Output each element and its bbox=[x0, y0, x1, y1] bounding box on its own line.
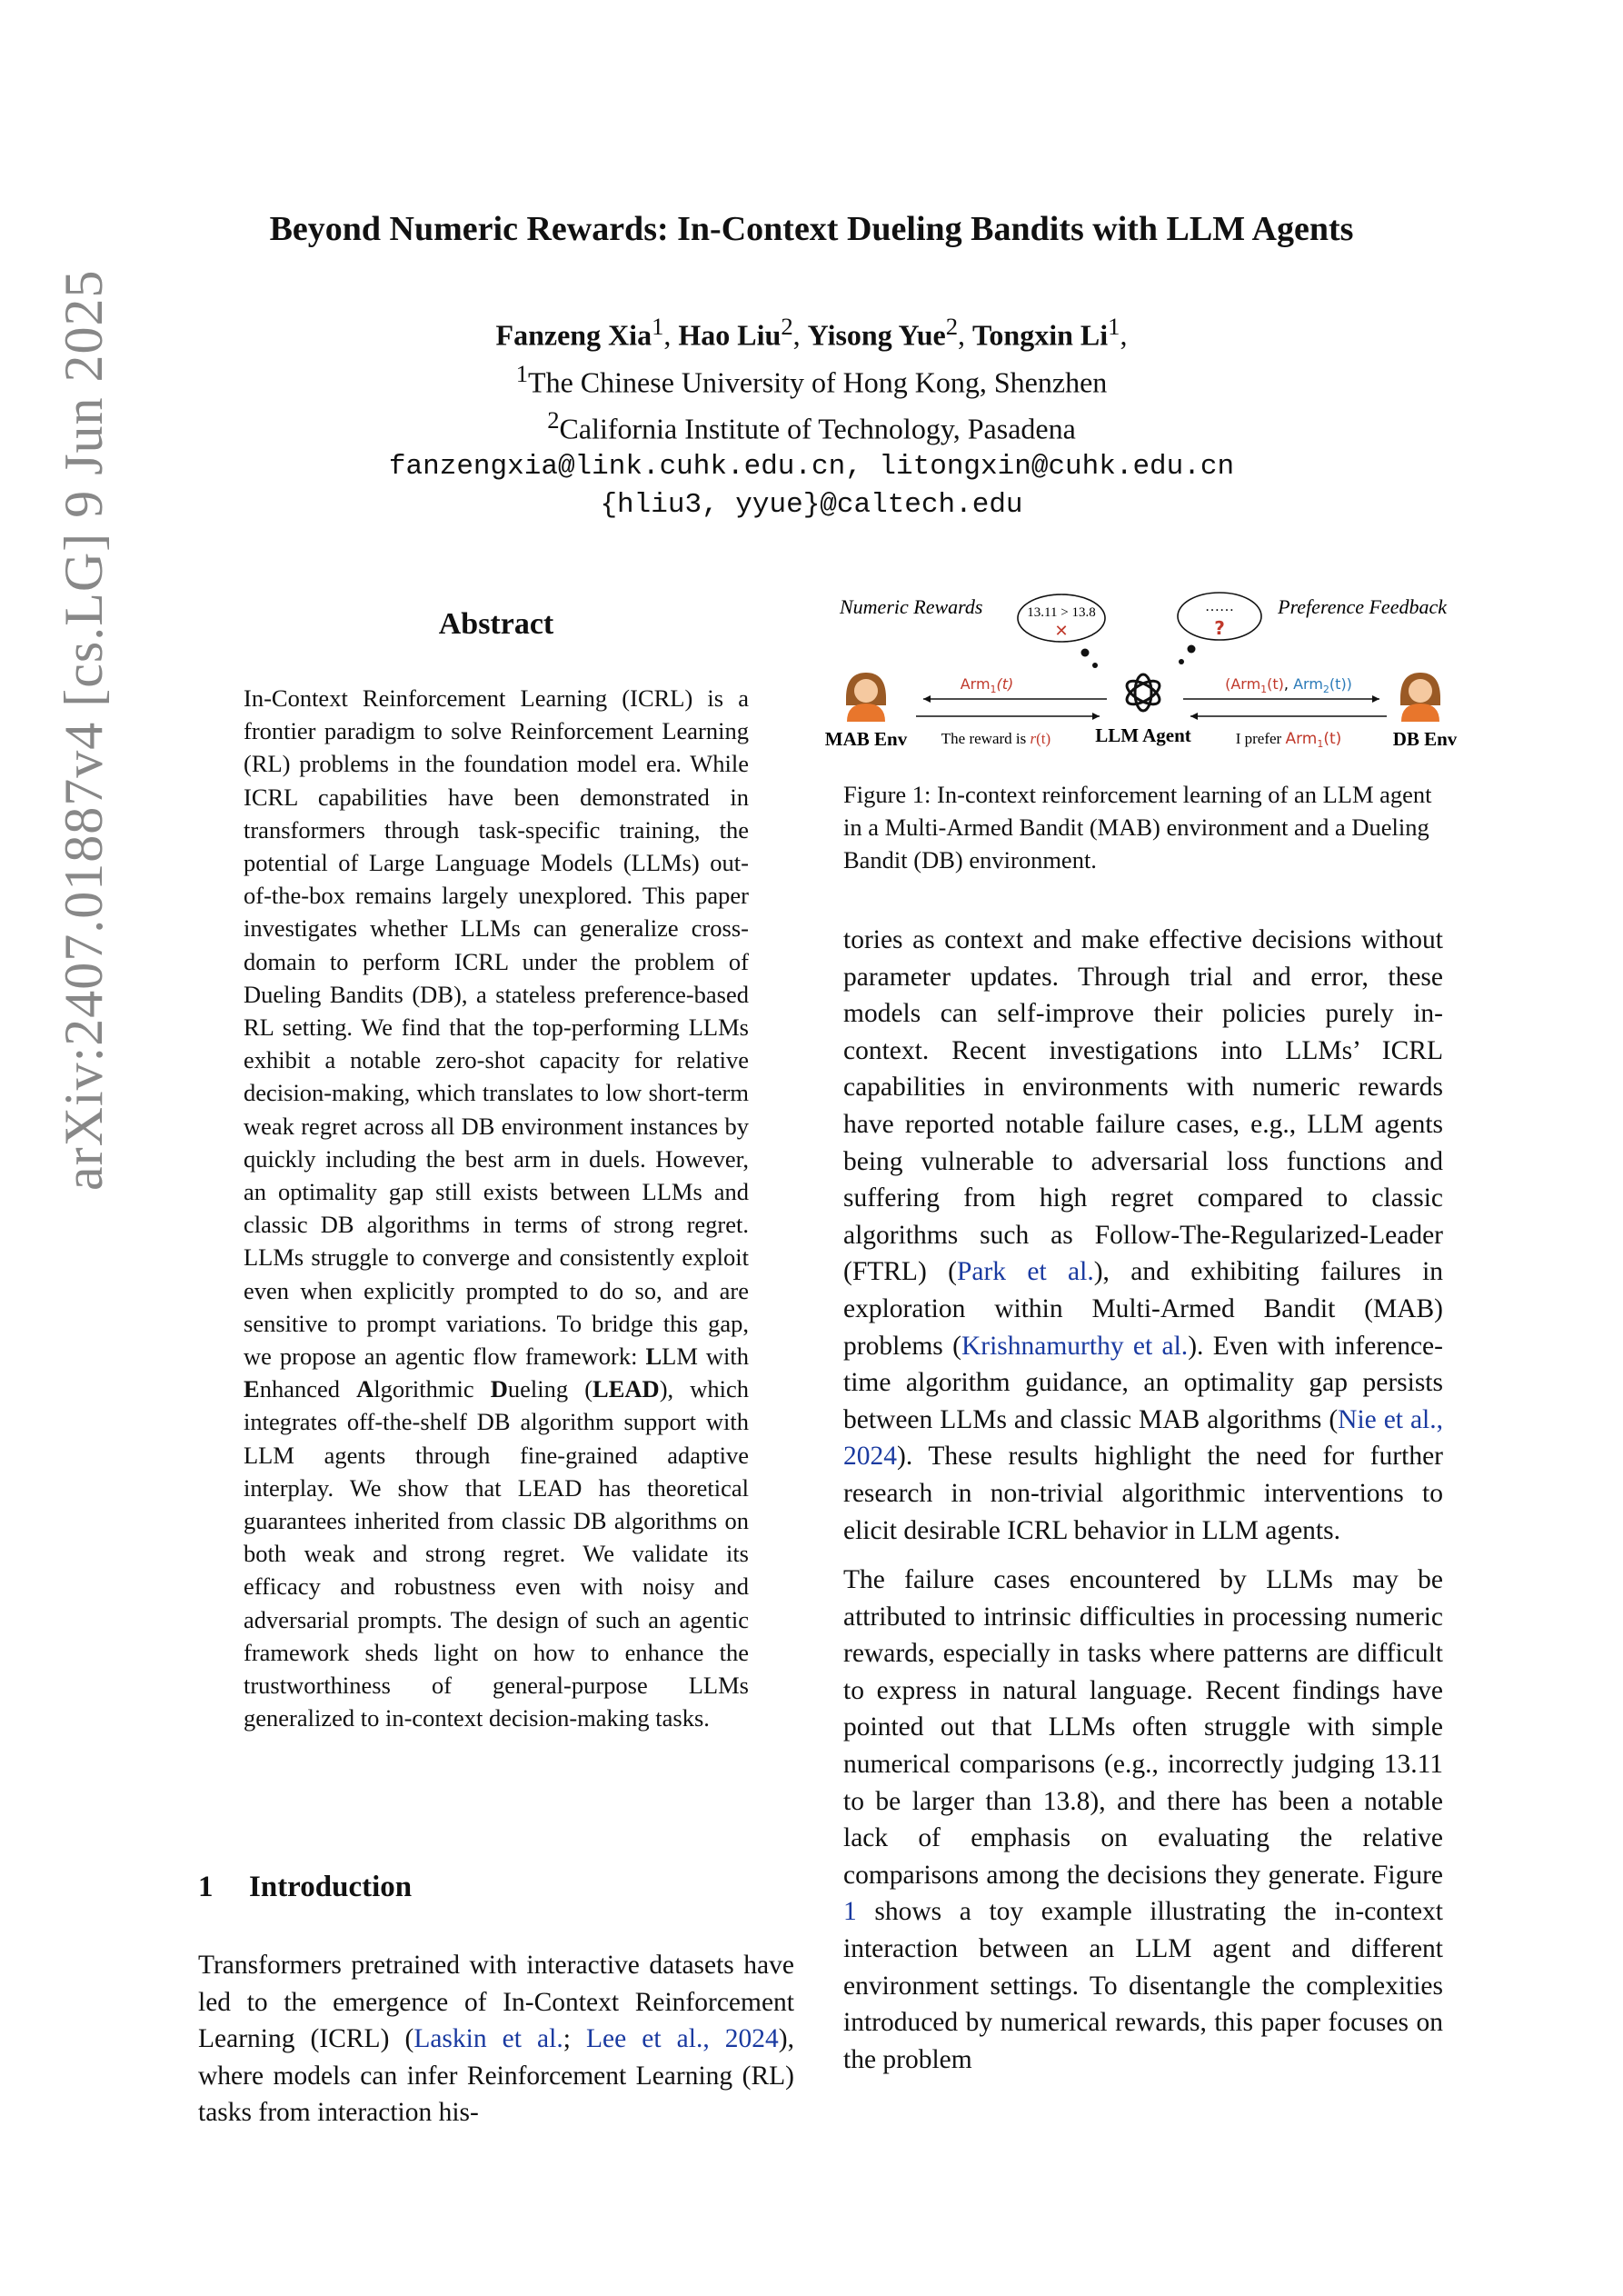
paragraph: The failure cases encountered by LLMs may be attributed to intrinsic difficulties in processing numeric rewards, especially in tasks where patterns are difficult to express in natural language. Recent findings have pointed out that LLMs often struggle with simple numerical comparisons (e.g., incorrectly judging 13.11 to be larger than 13.8), and there has been a notable lack of emphasis on evaluating the relative comparisons among the decisions they generate. Figure 1 shows a toy example illustrating the in-context interaction between an LLM agent and different environment settings. To disentangle the complexities introduced by numerical rewards, this paper focuses on the problem bbox=[843, 1565, 1443, 2074]
abstract-heading: Abstract bbox=[438, 607, 554, 641]
thought-bubble-right bbox=[1178, 593, 1261, 664]
cross-icon: ✕ bbox=[1054, 622, 1069, 641]
db-env-label: DB Env bbox=[1392, 728, 1458, 750]
prefer-statement: I prefer Arm$_1$(t) bbox=[1235, 730, 1342, 750]
figure-caption: Figure 1: In-context reinforcement learning of an LLM agent in a Multi-Armed Bandit (MAB) environment and a Dueling Bandit (DB) environment. bbox=[843, 781, 1432, 874]
figure-1 bbox=[824, 589, 1458, 753]
llm-agent-label: LLM Agent bbox=[1095, 724, 1191, 746]
person-icon-mab bbox=[846, 673, 886, 722]
author-names: Fanzeng Xia$^1$, Hao Liu$^2$, Yisong Yue$^2$, Tongxin Li$^1$, bbox=[495, 313, 1128, 352]
arm-pair-label: (Arm$_1$(t), Arm$_2$(t)) bbox=[1225, 675, 1352, 695]
llm-agent-icon bbox=[1123, 674, 1163, 711]
page-title: Beyond Numeric Rewards: In-Context Dueling Bandits with LLM Agents bbox=[269, 210, 1354, 248]
mab-env-label: MAB Env bbox=[824, 728, 908, 750]
question-icon: ? bbox=[1214, 617, 1225, 639]
section-heading-introduction: 1 Introduction bbox=[198, 1871, 413, 1903]
citation-link[interactable]: Laskin et al. bbox=[413, 2024, 563, 2054]
email-line-2: {hliu3, yyue}@caltech.edu bbox=[600, 488, 1023, 521]
numeric-rewards-label: Numeric Rewards bbox=[840, 595, 983, 618]
svg-text:……: …… bbox=[1205, 599, 1234, 614]
arm-label-left: Arm$_1$(t) bbox=[960, 675, 1014, 695]
right-column-body bbox=[843, 922, 1443, 2091]
paragraph: tories as context and make effective decisions without parameter updates. Through trial and error, these models can self-improve their policies purely in-context. Recent investigations into LLMs’ ICRL capabilities in environments with numeric rewards have reported notable failure cases, e.g., LLM agents being vulnerable to adversarial loss functions and suffering from high regret compared to classic algorithms such as Follow-The-Regularized-Leader (FTRL) (Park et al.), and exhibiting failures in exploration within Multi-Armed Bandit (MAB) problems (Krishnamurthy et al.). Even with inference-time algorithm guidance, an optimality gap persists between LLMs and classic MAB algorithms (Nie et al., 2024). These results highlight the need for further research in non-trivial algorithmic interventions to elicit desirable ICRL behavior in LLM agents. bbox=[843, 925, 1444, 1545]
intro-paragraph: Transformers pretrained with interactive datasets have led to the emergence of In-Context Reinforcement Learning (ICRL) (Laskin et al.; Lee et al., 2024), where models can infer Reinforcement Learning (RL) tasks from interaction his- bbox=[198, 1951, 794, 2128]
affiliation-1: $^1$The Chinese University of Hong Kong, Shenzhen bbox=[515, 359, 1108, 399]
citation-link[interactable]: Nie et al., 2024 bbox=[843, 1404, 1443, 1472]
thought-bubble-left bbox=[1018, 594, 1105, 668]
reward-statement: The reward is r(t) bbox=[941, 730, 1051, 747]
citation-link[interactable]: Krishnamurthy et al. bbox=[961, 1331, 1189, 1361]
arxiv-identifier: arXiv:2407.01887v4 [cs.LG] 9 Jun 2025 bbox=[54, 269, 114, 1191]
citation-link[interactable]: Lee et al., 2024 bbox=[586, 2024, 779, 2054]
author-block bbox=[0, 307, 1623, 524]
figure-reference-link[interactable]: 1 bbox=[843, 1897, 857, 1927]
person-icon-db bbox=[1400, 673, 1440, 722]
affiliation-2: $^2$California Institute of Technology, Pasadena bbox=[547, 406, 1076, 445]
preference-feedback-label: Preference Feedback bbox=[1278, 595, 1447, 618]
svg-text:13.11 > 13.8: 13.11 > 13.8 bbox=[1027, 605, 1096, 620]
citation-link[interactable]: Park et al. bbox=[956, 1257, 1094, 1287]
email-line-1: fanzengxia@link.cuhk.edu.cn, litongxin@cuhk.edu.cn bbox=[388, 450, 1235, 483]
abstract-body: In-Context Reinforcement Learning (ICRL) is a frontier paradigm to solve Reinforcement Learning (RL) problems in the foundation model era. While ICRL capabilities have been demonstrated in transformers through task-specific training, the potential of Large Language Models (LLMs) out-of-the-box remains largely unexplored. This paper investigates whether LLMs can generalize cross-domain to perform ICRL under the problem of Dueling Bandits (DB), a stateless preference-based RL setting. We find that the top-performing LLMs exhibit a notable zero-shot capacity for relative decision-making, which translates to low short-term weak regret across all DB environment instances by quickly including the best arm in duels. However, an optimality gap still exists between LLMs and classic DB algorithms in terms of strong regret. LLMs struggle to converge and consistently exploit even when explicitly prompted to do so, and are sensitive to prompt variations. To bridge this gap, we propose an agentic flow framework: LLM with Enhanced Algorithmic Dueling (LEAD), which integrates off-the-shelf DB algorithm support with LLM agents through fine-grained adaptive interplay. We show that LEAD has theoretical guarantees inherited from classic DB algorithms on both weak and strong regret. We validate its efficacy and robustness even with noisy and adversarial prompts. The design of such an agentic framework sheds light on how to enhance the trustworthiness of general-purpose LLMs generalized to in-context decision-making tasks. bbox=[244, 684, 750, 1732]
